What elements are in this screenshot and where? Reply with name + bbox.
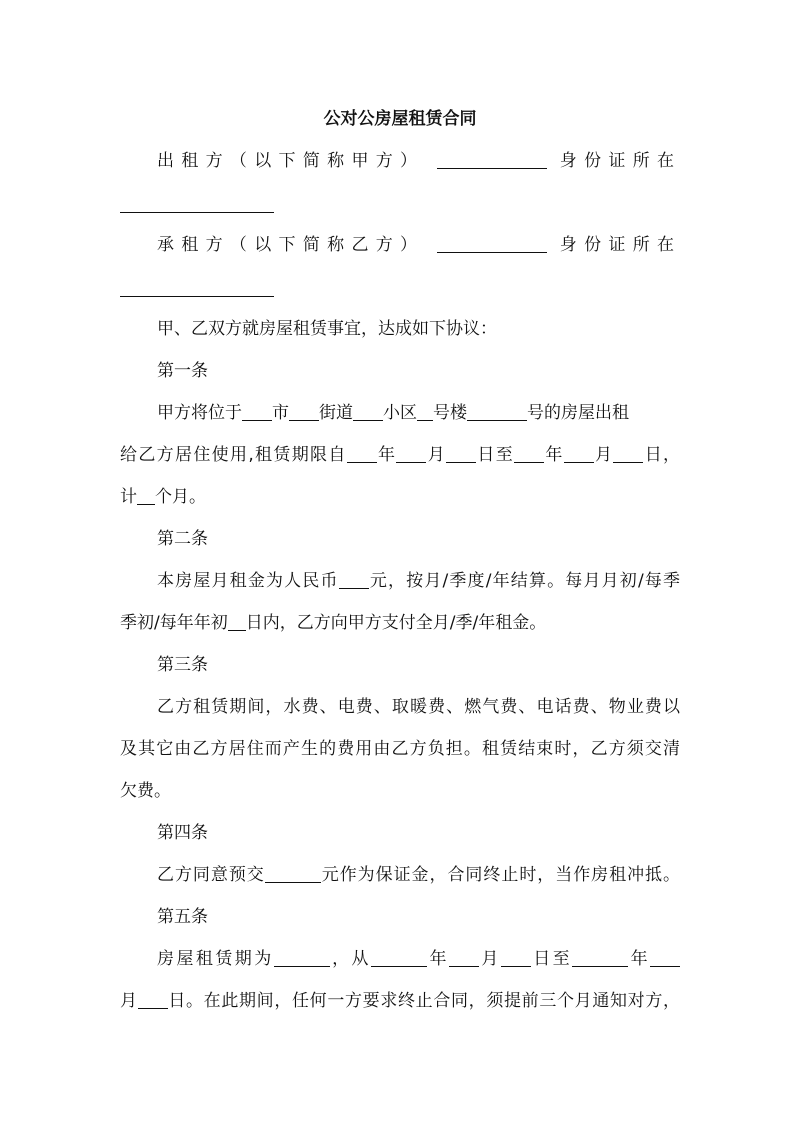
a5-from: ，从: [329, 949, 372, 969]
lessee-name-blank: [437, 233, 547, 253]
start-month-blank: [396, 443, 426, 463]
start-day-blank: [446, 443, 476, 463]
lessee-id-label: 身份证所在: [559, 235, 681, 255]
a1-month-2: 月: [593, 445, 614, 465]
building-blank: [417, 401, 433, 421]
article-1-line-2: [120, 442, 680, 468]
a1-text-located: 甲方将位于: [157, 403, 242, 423]
lessor-label: 出租方（以下简称甲方）: [157, 151, 425, 171]
a2-rent-text: 本房屋月租金为人民币: [157, 571, 339, 591]
a1-year-2: 年: [544, 445, 564, 465]
deposit-blank: [265, 863, 321, 883]
end-month-blank: [564, 443, 594, 463]
article-5-line-1: [120, 946, 680, 972]
a1-street: 街道: [319, 403, 353, 423]
end-day-blank: [613, 443, 643, 463]
a5-term: 房屋租赁期为: [157, 949, 274, 969]
article-2-heading: 第二条: [157, 529, 208, 549]
a1-months-total: 个月。: [155, 487, 206, 507]
article-1-line-3: [120, 484, 680, 510]
a1-month-1: 月: [426, 445, 447, 465]
a2-season-start: 季初/每年年初: [120, 613, 228, 633]
a1-community: 小区: [383, 403, 417, 423]
to-month-blank: [650, 947, 680, 967]
article-2-line-1: [120, 568, 680, 594]
a2-payment: 日内，乙方向甲方支付全月/季/年租金。: [245, 613, 547, 633]
a5-month-2: 月: [120, 991, 138, 1011]
article-3-line-3: 欠费。: [120, 781, 171, 801]
a5-year-1: 年: [427, 949, 449, 969]
start-year-blank: [347, 443, 377, 463]
a1-year-1: 年: [376, 445, 397, 465]
lessor-line: [120, 148, 680, 174]
months-total-blank: [137, 485, 155, 505]
room-number-blank: [467, 401, 527, 421]
lessor-id-label: 身份证所在: [559, 151, 681, 171]
lessee-id-line: [120, 276, 680, 302]
rent-amount-blank: [339, 569, 369, 589]
a1-to: 日至: [476, 445, 515, 465]
a5-month-1: 月: [478, 949, 501, 969]
city-blank: [242, 401, 272, 421]
lessee-line: [120, 232, 680, 258]
article-1-heading: 第一条: [157, 361, 208, 381]
a2-settlement: 元，按月/季度/年结算。每月月初/每季: [368, 571, 681, 591]
article-5-line-2: [120, 988, 680, 1014]
article-2-line-2: [120, 610, 680, 636]
intro-paragraph: 甲、乙双方就房屋租赁事宜，达成如下协议：: [157, 319, 497, 339]
a4-deposit-text: 元作为保证金，合同终止时，当作房租冲抵。: [320, 865, 681, 885]
lessee-id-blank: [120, 277, 274, 297]
article-5-heading: 第五条: [157, 907, 208, 927]
a4-prepay: 乙方同意预交: [157, 865, 265, 885]
a1-room: 号的房屋出租: [527, 403, 629, 423]
term-blank: [274, 947, 330, 967]
a1-end-day: 日，: [643, 445, 681, 465]
from-month-blank: [449, 947, 479, 967]
from-year-blank: [371, 947, 427, 967]
a1-building: 号楼: [433, 403, 467, 423]
a5-notice: 日。在此期间，任何一方要求终止合同，须提前三个月通知对方，: [167, 991, 681, 1011]
document-title: 公对公房屋租赁合同: [323, 109, 477, 129]
pay-days-blank: [228, 611, 246, 631]
street-blank: [289, 401, 319, 421]
article-3-line-2: 及其它由乙方居住而产生的费用由乙方负担。租赁结束时，乙方须交清: [120, 739, 680, 759]
lessor-name-blank: [437, 149, 547, 169]
to-day-blank: [138, 989, 168, 1009]
article-3-line-1: 乙方租赁期间，水费、电费、取暖费、燃气费、电话费、物业费以: [157, 697, 680, 717]
a5-year-2: 年: [628, 949, 651, 969]
article-3-heading: 第三条: [157, 655, 208, 675]
to-year-blank: [572, 947, 628, 967]
end-year-blank: [514, 443, 544, 463]
a1-total: 计: [120, 487, 137, 507]
a1-text-lease: 给乙方居住使用,租赁期限自: [120, 445, 347, 465]
article-1-line-1: [120, 400, 680, 426]
lessor-id-line: [120, 192, 680, 218]
a1-city: 市: [272, 403, 289, 423]
lessee-label: 承租方（以下简称乙方）: [157, 235, 425, 255]
a5-to: 日至: [530, 949, 573, 969]
lessor-id-blank: [120, 193, 274, 213]
from-day-blank: [501, 947, 531, 967]
community-blank: [353, 401, 383, 421]
article-4-line-1: [120, 862, 680, 888]
article-4-heading: 第四条: [157, 823, 208, 843]
